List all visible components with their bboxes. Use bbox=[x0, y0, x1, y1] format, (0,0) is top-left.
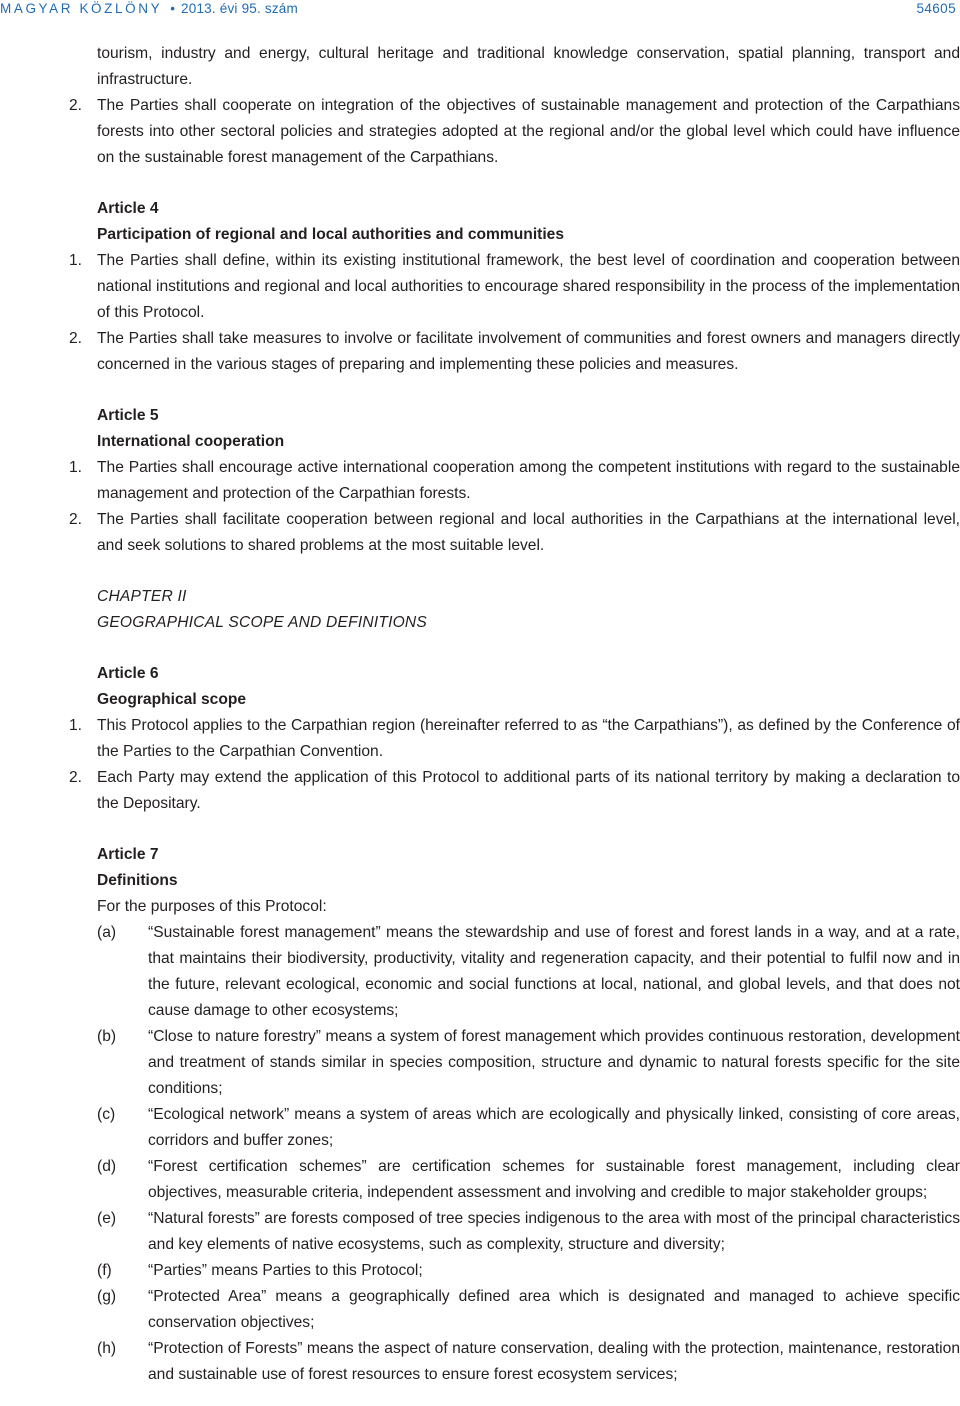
definition-text: “Forest certification schemes” are certification schemes for sustainable forest management, including clear objectives, measurable criteria, independent assessment and involving and credible to major stakeholder groups; bbox=[148, 1158, 960, 1201]
paragraph-number: 1. bbox=[69, 459, 83, 476]
definition-item bbox=[0, 920, 960, 1024]
definition-item bbox=[0, 1024, 960, 1102]
definition-item bbox=[0, 1206, 960, 1258]
definition-item bbox=[0, 1284, 960, 1336]
definition-item bbox=[0, 1336, 960, 1388]
article-number: Article 7 bbox=[97, 846, 159, 863]
definition-text: “Close to nature forestry” means a system of forest management which provides continuous restoration, development and treatment of stands similar in species composition, structure and dynamic to natural forests specific for the site conditions; bbox=[148, 1028, 960, 1097]
definition-label: (h) bbox=[97, 1340, 117, 1357]
article-number: Article 4 bbox=[97, 200, 159, 217]
article6-heading bbox=[0, 661, 960, 713]
paragraph-text: The Parties shall cooperate on integration of the objectives of sustainable management and protection of the Carpathians forests into other sectoral policies and strategies adopted at the regional and/or the global level which could have influence on the sustainable forest management of the Carpathians. bbox=[97, 97, 960, 166]
article3-paragraph-2 bbox=[0, 93, 960, 171]
definition-text: “Sustainable forest management” means the stewardship and use of forest and forest lands in a way, and at a rate, that maintains their biodiversity, productivity, vitality and regeneration capacity, and their potential to fulfil now and in the future, relevant ecological, economic and social functions at local, national, and global levels, and that does not cause damage to other ecosystems; bbox=[148, 924, 960, 1019]
article4-paragraph-2 bbox=[0, 326, 960, 378]
article5-paragraph-2 bbox=[0, 507, 960, 559]
definition-label: (e) bbox=[97, 1210, 117, 1227]
definition-item bbox=[0, 1102, 960, 1154]
document-body bbox=[0, 41, 960, 1388]
definition-label: (b) bbox=[97, 1028, 117, 1045]
paragraph-number: 2. bbox=[69, 97, 83, 114]
definition-text: “Natural forests” are forests composed of tree species indigenous to the area with most of the principal characteristics and key elements of native ecosystems, such as complexity, structure and diversity; bbox=[148, 1210, 960, 1253]
article-title: International cooperation bbox=[97, 433, 285, 450]
definition-item bbox=[0, 1258, 960, 1284]
article-title: Participation of regional and local authorities and communities bbox=[97, 226, 565, 243]
definitions-list bbox=[0, 920, 960, 1388]
definition-text: “Protection of Forests” means the aspect of nature conservation, dealing with the protection, maintenance, restoration and sustainable use of forest resources to ensure forest ecosystem services; bbox=[148, 1340, 960, 1383]
chapter-title: GEOGRAPHICAL SCOPE AND DEFINITIONS bbox=[97, 614, 427, 631]
definition-text: “Protected Area” means a geographically defined area which is designated and managed to achieve specific conservation objectives; bbox=[148, 1288, 960, 1331]
article7-heading bbox=[0, 842, 960, 894]
paragraph-text: The Parties shall define, within its existing institutional framework, the best level of coordination and cooperation between national institutions and regional and local authorities to encourage shared responsibility in the process of the implementation of this Protocol. bbox=[97, 252, 960, 321]
paragraph-text: The Parties shall encourage active international cooperation among the competent institutions with regard to the sustainable management and protection of the Carpathian forests. bbox=[97, 459, 960, 502]
definition-item bbox=[0, 1154, 960, 1206]
paragraph-number: 2. bbox=[69, 769, 83, 786]
paragraph-number: 1. bbox=[69, 717, 83, 734]
definition-text: “Ecological network” means a system of areas which are ecologically and physically linked, consisting of core areas, corridors and buffer zones; bbox=[148, 1106, 960, 1149]
article5-heading bbox=[0, 403, 960, 455]
paragraph-number: 2. bbox=[69, 330, 83, 347]
definition-label: (d) bbox=[97, 1158, 117, 1175]
article4-heading bbox=[0, 196, 960, 248]
paragraph-text: Each Party may extend the application of this Protocol to additional parts of its national territory by making a declaration to the Depositary. bbox=[97, 769, 960, 812]
separator-bullet: • bbox=[170, 1, 176, 16]
paragraph-text: This Protocol applies to the Carpathian region (hereinafter referred to as “the Carpathians”), as defined by the Conference of the Parties to the Carpathian Convention. bbox=[97, 717, 960, 760]
article-number: Article 5 bbox=[97, 407, 159, 424]
article-title: Geographical scope bbox=[97, 691, 247, 708]
paragraph-text: The Parties shall take measures to involve or facilitate involvement of communities and forest owners and managers directly concerned in the various stages of preparing and implementing these policies and measures. bbox=[97, 330, 960, 373]
definition-label: (f) bbox=[97, 1262, 112, 1279]
article6-paragraph-2 bbox=[0, 765, 960, 817]
article-number: Article 6 bbox=[97, 665, 159, 682]
paragraph-number: 1. bbox=[69, 252, 83, 269]
chapter-number: CHAPTER II bbox=[97, 588, 187, 605]
definition-label: (c) bbox=[97, 1106, 116, 1123]
article-title: Definitions bbox=[97, 872, 178, 889]
definitions-intro: For the purposes of this Protocol: bbox=[97, 898, 327, 915]
article5-paragraph-1 bbox=[0, 455, 960, 507]
page-header bbox=[0, 0, 960, 22]
definition-text: “Parties” means Parties to this Protocol; bbox=[148, 1262, 423, 1279]
definition-label: (a) bbox=[97, 924, 117, 941]
paragraph-text: The Parties shall facilitate cooperation between regional and local authorities in the Carpathians at the international level, and seek solutions to shared problems at the most suitable level. bbox=[97, 511, 960, 554]
page-number: 54605 bbox=[916, 1, 956, 16]
article4-paragraph-1 bbox=[0, 248, 960, 326]
chapter-heading bbox=[0, 584, 960, 636]
journal-title: MAGYAR KÖZLÖNY bbox=[0, 1, 162, 16]
issue-label: 2013. évi 95. szám bbox=[181, 1, 298, 16]
article6-paragraph-1 bbox=[0, 713, 960, 765]
running-head bbox=[0, 1, 298, 16]
continued-paragraph: tourism, industry and energy, cultural heritage and traditional knowledge conservation, spatial planning, transport and infrastructure. bbox=[97, 45, 960, 88]
paragraph-number: 2. bbox=[69, 511, 83, 528]
definition-label: (g) bbox=[97, 1288, 117, 1305]
